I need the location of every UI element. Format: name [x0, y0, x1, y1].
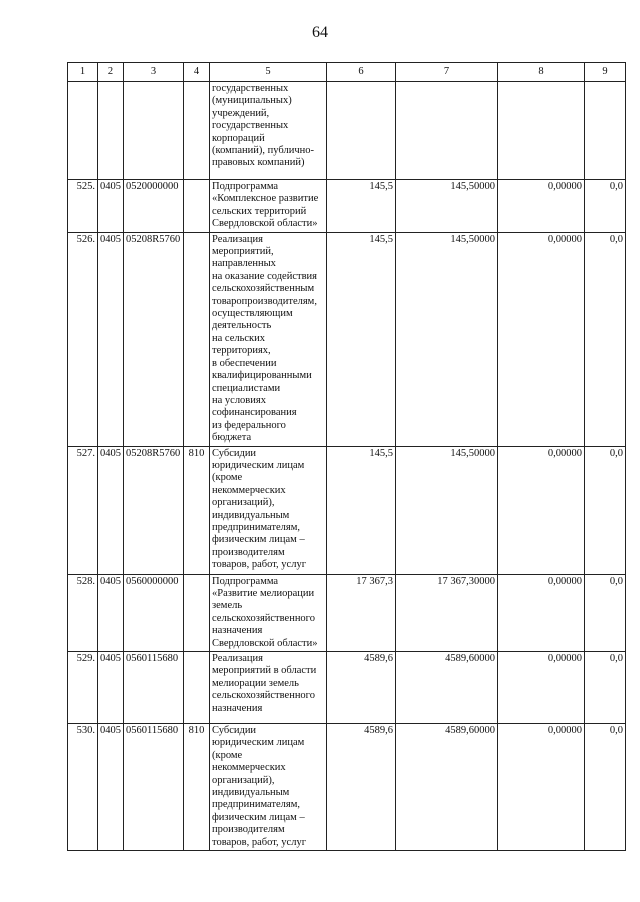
item-name-line: бюджета [212, 432, 252, 444]
item-name-line: сельских территорий [212, 205, 307, 217]
section-code-cell: 0405 [98, 723, 124, 850]
item-name-line: (кроме [212, 749, 243, 761]
item-name-line: на сельских [212, 332, 266, 344]
item-name-cell [210, 180, 327, 233]
item-name-line: Подпрограмма [212, 181, 279, 192]
expense-type-cell [184, 82, 210, 180]
item-name-line: корпораций [212, 132, 265, 144]
amount-cell: 145,5 [327, 446, 396, 574]
item-name-line: квалифицированными [212, 370, 312, 382]
table-row [68, 232, 626, 446]
column-header: 1 [68, 63, 98, 82]
item-name-line: товаропроизводителям, [212, 295, 317, 307]
row-number-cell: 527. [68, 446, 98, 574]
item-name-cell [210, 651, 327, 723]
column-header: 8 [498, 63, 585, 82]
item-name-line: (муниципальных) [212, 95, 292, 107]
federal-amount-cell: 0,00000 [498, 651, 585, 723]
section-code-cell: 0405 [98, 232, 124, 446]
item-name-line: Реализация [212, 652, 263, 664]
item-name-line: товаров, работ, услуг [212, 836, 307, 848]
table-row [68, 180, 626, 233]
item-name-line: на условиях [212, 394, 266, 406]
item-name-cell [210, 574, 327, 651]
item-name-line: территориях, [212, 345, 271, 357]
item-name-line: Субсидии [212, 447, 257, 459]
row-number-cell: 529. [68, 651, 98, 723]
amount-detail-cell [396, 82, 498, 180]
target-article-cell: 0560115680 [124, 723, 184, 850]
item-name-line: физическим лицам – [212, 534, 305, 546]
table-row [68, 651, 626, 723]
item-name-line: производителям [212, 546, 285, 558]
column-header: 9 [585, 63, 626, 82]
table-body [68, 82, 626, 851]
item-name-line: на оказание содействия [212, 270, 317, 282]
expense-type-cell [184, 651, 210, 723]
percent-cell: 0,0 [585, 574, 626, 651]
item-name-cell [210, 723, 327, 850]
item-name-cell [210, 82, 327, 180]
item-name-line: из федерального [212, 419, 286, 431]
section-code-cell [98, 82, 124, 180]
table-row [68, 82, 626, 180]
item-name-line: Реализация [212, 233, 263, 245]
amount-detail-cell: 145,50000 [396, 180, 498, 233]
item-name-line: мероприятий, [212, 246, 274, 258]
item-name-line: государственных [212, 83, 289, 94]
item-name-line: в обеспечении [212, 357, 277, 369]
federal-amount-cell: 0,00000 [498, 232, 585, 446]
table-row [68, 574, 626, 651]
table-header-row [68, 63, 626, 82]
section-code-cell: 0405 [98, 446, 124, 574]
percent-cell: 0,0 [585, 723, 626, 850]
target-article-cell [124, 82, 184, 180]
item-name-cell [210, 232, 327, 446]
column-header: 5 [210, 63, 327, 82]
item-name-line: сельскохозяйственным [212, 283, 315, 295]
target-article-cell: 0560000000 [124, 574, 184, 651]
item-name-line: специалистами [212, 382, 281, 394]
item-name-line: земель [212, 600, 243, 612]
row-number-cell: 528. [68, 574, 98, 651]
item-name-line: Свердловской области» [212, 637, 318, 649]
item-name-line: Свердловской области» [212, 218, 318, 230]
item-name-line: юридическим лицам [212, 459, 305, 471]
amount-cell: 4589,6 [327, 723, 396, 850]
item-name-cell [210, 446, 327, 574]
column-header: 6 [327, 63, 396, 82]
amount-cell: 17 367,3 [327, 574, 396, 651]
expense-type-cell [184, 574, 210, 651]
row-number-cell [68, 82, 98, 180]
item-name-line: софинансирования [212, 407, 297, 419]
item-name-line: (кроме [212, 472, 243, 484]
budget-table [67, 62, 626, 851]
target-article-cell: 0520000000 [124, 180, 184, 233]
expense-type-cell: 810 [184, 446, 210, 574]
row-number-cell: 530. [68, 723, 98, 850]
item-name-line: физическим лицам – [212, 811, 305, 823]
amount-detail-cell: 145,50000 [396, 446, 498, 574]
item-name-line: «Развитие мелиорации [212, 587, 315, 599]
row-number-cell: 526. [68, 232, 98, 446]
item-name-line: производителям [212, 824, 285, 836]
item-name-line: юридическим лицам [212, 737, 305, 749]
item-name-line: некоммерческих [212, 484, 286, 496]
column-header: 3 [124, 63, 184, 82]
expense-type-cell: 810 [184, 723, 210, 850]
amount-detail-cell: 17 367,30000 [396, 574, 498, 651]
federal-amount-cell: 0,00000 [498, 446, 585, 574]
item-name-line: назначения [212, 702, 263, 714]
item-name-line: мероприятий в области [212, 665, 317, 677]
amount-cell: 4589,6 [327, 651, 396, 723]
amount-cell [327, 82, 396, 180]
item-name-line: Подпрограмма [212, 575, 279, 587]
amount-cell: 145,5 [327, 180, 396, 233]
amount-detail-cell: 4589,60000 [396, 651, 498, 723]
percent-cell: 0,0 [585, 446, 626, 574]
percent-cell [585, 82, 626, 180]
item-name-line: направленных [212, 258, 276, 270]
amount-detail-cell: 145,50000 [396, 232, 498, 446]
item-name-line: сельскохозяйственного [212, 690, 315, 702]
item-name-line: назначения [212, 625, 263, 637]
federal-amount-cell: 0,00000 [498, 180, 585, 233]
column-header: 2 [98, 63, 124, 82]
amount-cell: 145,5 [327, 232, 396, 446]
item-name-line: организаций), [212, 774, 275, 786]
section-code-cell: 0405 [98, 180, 124, 233]
item-name-line: осуществляющим [212, 308, 293, 320]
item-name-line: индивидуальным [212, 787, 290, 798]
item-name-line: Субсидии [212, 724, 257, 736]
item-name-line: государственных [212, 120, 289, 132]
item-name-line: (компаний), публично- [212, 145, 314, 157]
item-name-line: некоммерческих [212, 762, 286, 774]
expense-type-cell [184, 180, 210, 233]
item-name-line: сельскохозяйственного [212, 612, 315, 624]
federal-amount-cell: 0,00000 [498, 723, 585, 850]
item-name-line: организаций), [212, 497, 275, 509]
item-name-line: правовых компаний) [212, 157, 305, 169]
percent-cell: 0,0 [585, 651, 626, 723]
target-article-cell: 05208R5760 [124, 232, 184, 446]
expense-type-cell [184, 232, 210, 446]
item-name-line: «Комплексное развитие [212, 193, 319, 205]
federal-amount-cell [498, 82, 585, 180]
item-name-line: товаров, работ, услуг [212, 559, 307, 571]
column-header: 4 [184, 63, 210, 82]
row-number-cell: 525. [68, 180, 98, 233]
table-row [68, 446, 626, 574]
item-name-line: деятельность [212, 320, 272, 332]
percent-cell: 0,0 [585, 180, 626, 233]
amount-detail-cell: 4589,60000 [396, 723, 498, 850]
section-code-cell: 0405 [98, 574, 124, 651]
percent-cell: 0,0 [585, 232, 626, 446]
item-name-line: предпринимателям, [212, 521, 301, 533]
item-name-line: учреждений, [212, 107, 270, 119]
table-row [68, 723, 626, 850]
column-header: 7 [396, 63, 498, 82]
target-article-cell: 0560115680 [124, 651, 184, 723]
target-article-cell: 05208R5760 [124, 446, 184, 574]
section-code-cell: 0405 [98, 651, 124, 723]
federal-amount-cell: 0,00000 [498, 574, 585, 651]
item-name-line: мелиорации земель [212, 677, 299, 689]
item-name-line: предпринимателям, [212, 799, 301, 811]
page-number: 64 [312, 24, 328, 41]
item-name-line: индивидуальным [212, 509, 290, 521]
